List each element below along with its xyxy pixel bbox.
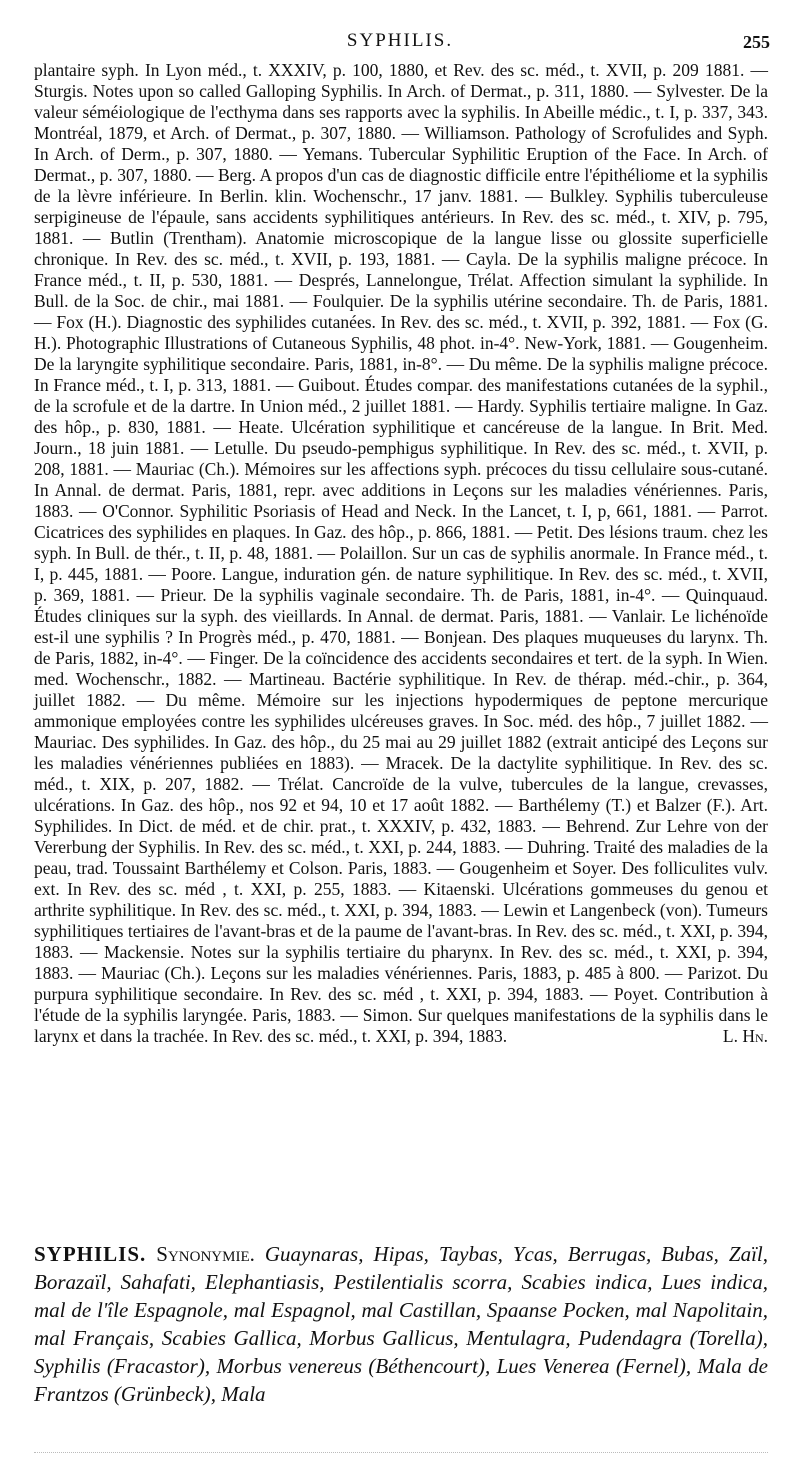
page-number: 255 <box>743 32 770 52</box>
bibliography-paragraph <box>34 60 768 1047</box>
article-headword: SYPHILIS. <box>34 1242 147 1266</box>
synonymy-label: Synonymie. <box>156 1242 255 1266</box>
running-head <box>0 30 800 60</box>
running-title: SYPHILIS. <box>346 30 454 51</box>
author-signature: L. Hn. <box>722 1026 768 1046</box>
synonymy-text: Guaynaras, Hipas, Taybas, Ycas, Berrugas, Bubas, Zaïl, Borazaïl, Sahafati, Elephantiasis, Pestilentialis scorra, Scabies indica, Lues indica, mal de l'île Espagnole, mal Espagnol, mal Castillan, Spaanse Pocken, mal Napolitain, mal Français, Scabies Gallica, Morbus Gallicus, Mentulagra, Pudendagra (Torella), Syphilis (Fracastor), Morbus venereus (Béthencourt), Lues Venerea (Fernel), Mala de Frantzos (Grünbeck), Mala <box>34 1242 769 1406</box>
page-bottom-rule <box>34 1452 768 1454</box>
bibliography-text: plantaire syph. In Lyon méd., t. XXXIV, p. 100, 1880, et Rev. des sc. méd., t. XVII, p. 209 1881. — Sturgis. Notes upon so called Galloping Syphilis. In Arch. of Dermat., p. 311, 1880. — Sylvester. De la valeur séméiologique de l'ecthyma dans ses rapports avec la syphilis. In Abeille médic., t. I, p. 337, 343. Montréal, 1879, et Arch. of Dermat., p. 307, 1880. — Williamson. Pathology of Scrofulides and Syph. In Arch. of Derm., p. 307, 1880. — Yemans. Tubercular Syphilitic Eruption of the Face. In Arch. of Dermat., p. 307, 1880. — Berg. A propos d'un cas de diagnostic difficile entre l'épithéliome et la syphilis de la lèvre inférieure. In Berlin. klin. Wochenschr., 17 janv. 1881. — Bulkley. Syphilis tuberculeuse serpigineuse de l'épaule, sans accidents syphilitiques antérieurs. In Rev. des sc. méd., t. XIV, p. 795, 1881. — Butlin (Trentham). Anatomie microscopique de la langue lisse ou glossite superficielle chronique. In Rev. des sc. méd., t. XVII, p. 193, 1881. — Cayla. De la syphilis maligne précoce. In France méd., t. II, p. 530, 1881. — Després, Lannelongue, Trélat. Affection simulant la syphilide. In Bull. de la Soc. de chir., mai 1881. — Foulquier. De la syphilis utérine secondaire. Th. de Paris, 1881. — Fox (H.). Diagnostic des syphilides cutanées. In Rev. des sc. méd., t. XVII, p. 392, 1881. — Fox (G. H.). Photographic Illustrations of Cutaneous Syphilis, 48 phot. in-4°. New-York, 1881. — Gougenheim. De la laryngite syphilitique secondaire. Paris, 1881, in-8°. — Du même. De la syphilis maligne précoce. In France méd., t. I, p. 313, 1881. — Guibout. Études compar. des manifestations cutanées de la syphil., de la scrofule et de la dartre. In Union méd., 2 juillet 1881. — Hardy. Syphilis tertiaire maligne. In Gaz. des hôp., p. 830, 1881. — Heate. Ulcération syphilitique et cancéreuse de la langue. In Brit. Med. Journ., 18 juin 1881. — Letulle. Du pseudo-pemphigus syphilitique. In Rev. des sc. méd., t. XVII, p. 208, 1881. — Mauriac (Ch.). Mémoires sur les affections syph. précoces du tissu cellulaire sous-cutané. In Annal. de dermat. Paris, 1881, repr. avec additions in Leçons sur les maladies vénériennes. Paris, 1883. — O'Connor. Syphilitic Psoriasis of Head and Neck. In the Lancet, t. I, p, 661, 1881. — Parrot. Cicatrices des syphilides en plaques. In Gaz. des hôp., p. 866, 1881. — Petit. Des lésions traum. chez les syph. In Bull. de thér., t. II, p. 48, 1881. — Polaillon. Sur un cas de syphilis anormale. In France méd., t. I, p. 445, 1881. — Poore. Langue, induration gén. de nature syphilitique. In Rev. des sc. méd., t. XVII, p. 369, 1881. — Prieur. De la syphilis vaginale secondaire. Th. de Paris, 1881, in-4°. — Quinquaud. Études cliniques sur la syph. des vieillards. In Annal. de dermat. Paris, 1881. — Vanlair. Le lichénoïde est-il une syphilis ? In Progrès méd., p. 470, 1881. — Bonjean. Des plaques muqueuses du larynx. Th. de Paris, 1882, in-4°. — Finger. De la coïncidence des accidents secondaires et tert. de la syph. In Wien. med. Wochenschr., 1882. — Martineau. Bactérie syphilitique. In Rev. de thérap. méd.-chir., p. 364, juillet 1882. — Du même. Mémoire sur les injections hypodermiques de peptone mercurique ammonique employées contre les syphilides ulcéreuses graves. In Soc. méd. des hôp., 7 juillet 1882. — Mauriac. Des syphilides. In Gaz. des hôp., du 25 mai au 29 juillet 1882 (extrait anticipé des Leçons sur les maladies vénériennes publiées en 1883). — Mracek. De la dactylite syphilitique. In Rev. des sc. méd., t. XIX, p. 207, 1882. — Trélat. Cancroïde de la vulve, tubercules de la langue, crevasses, ulcérations. In Gaz. des hôp., nos 92 et 94, 10 et 17 août 1882. — Barthélemy (T.) et Balzer (F.). Art. Syphilides. In Dict. de méd. et de chir. prat., t. XXXIV, p. 432, 1883. — Behrend. Zur Lehre von der Vererbung der Syphilis. In Rev. des sc. méd., t. XXI, p. 244, 1883. — Duhring. Traité des maladies de la peau, trad. Toussaint Barthélemy et Colson. Paris, 1883. — Gougenheim et Soyer. Des folliculites vulv. ext. In Rev. des sc. méd , t. XXI, p. 255, 1883. — Kitaenski. Ulcérations gommeuses du genou et arthrite syphilitique. In Rev. des sc. méd., t. XXI, p. 394, 1883. — Lewin et Langenbeck (von). Tumeurs syphilitiques tertiaires de l'avant-bras et de la paume de l'avant-bras. In Rev. des sc. méd., t. XXI, p. 394, 1883. — Mackensie. Notes sur la syphilis tertiaire du pharynx. In Rev. des sc. méd., t. XXI, p. 394, 1883. — Mauriac (Ch.). Leçons sur les maladies vénériennes. Paris, 1883, p. 485 à 800. — Parizot. Du purpura syphilitique secondaire. In Rev. des sc. méd , t. XXI, p. 394, 1883. — Poyet. Contribution à l'étude de la syphilis laryngée. Paris, 1883. — Simon. Sur quelques manifestations de la syphilis dans le larynx et dans la trachée. In Rev. des sc. méd., t. XXI, p. 394, 1883. <box>34 60 768 1046</box>
article-paragraph <box>34 1240 768 1408</box>
